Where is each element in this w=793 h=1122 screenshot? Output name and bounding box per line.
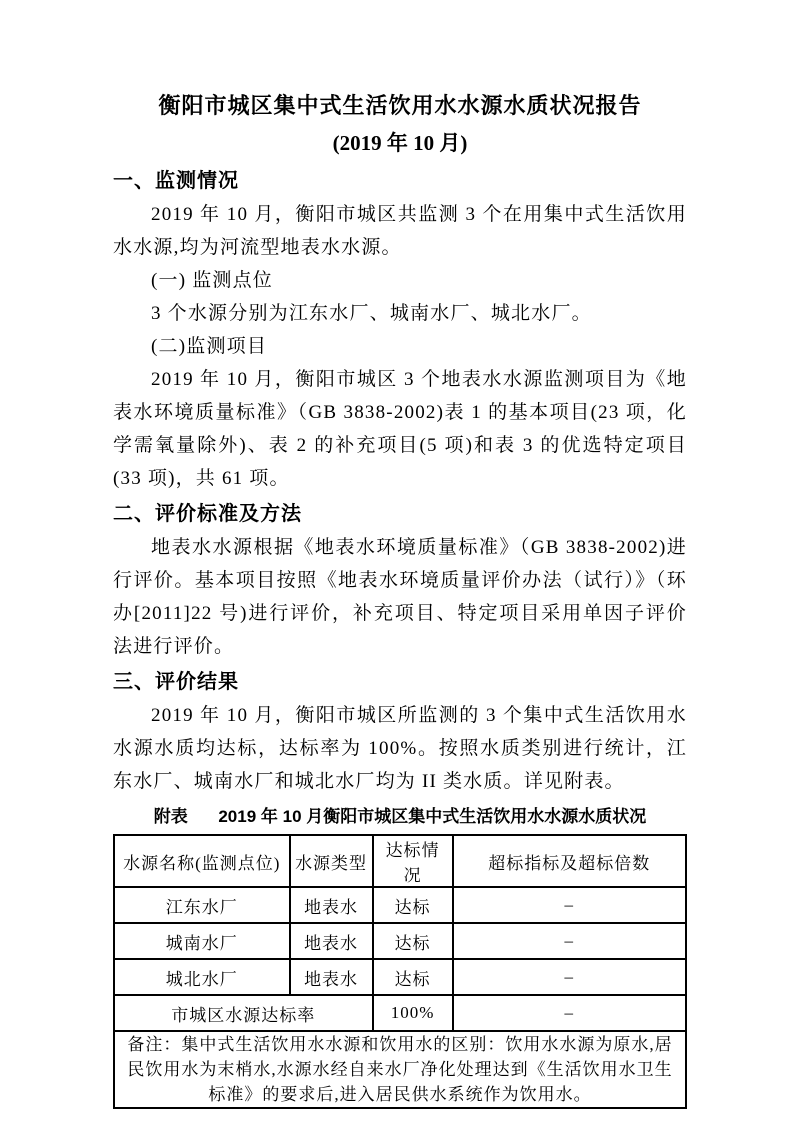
cell-compliance: 达标 bbox=[373, 959, 453, 995]
header-compliance: 达标情况 bbox=[373, 835, 453, 887]
paragraph: 2019 年 10 月，衡阳市城区共监测 3 个在用集中式生活饮用水水源,均为河流型地表水水源。 bbox=[113, 204, 687, 258]
summary-exceedance: – bbox=[453, 995, 686, 1031]
paragraph: 3 个水源分别为江东水厂、城南水厂、城北水厂。 bbox=[151, 303, 592, 324]
page-subtitle: (2019 年 10 月) bbox=[332, 131, 468, 155]
header-source-type: 水源类型 bbox=[290, 835, 373, 887]
cell-source-type: 地表水 bbox=[290, 887, 373, 923]
cell-source-type: 地表水 bbox=[290, 959, 373, 995]
paragraph: 地表水水源根据《地表水环境质量标准》（GB 3838-2002)进行评价。基本项目按照《地表水环境质量评价办法（试行）》（环办[2011]22 号)进行评价，补充项目、特定项目采用单因子评价法进行评价。 bbox=[113, 537, 687, 657]
section-heading-monitoring: 一、监测情况 bbox=[113, 170, 239, 192]
paragraph: 2019 年 10 月，衡阳市城区所监测的 3 个集中式生活饮用水水源水质均达标，达标率为 100%。按照水质类别进行统计，江东水厂、城南水厂和城北水厂均为 II 类水质。详见附表。 bbox=[113, 705, 687, 792]
table-caption-text: 2019 年 10 月衡阳市城区集中式生活饮用水水源水质状况 bbox=[218, 807, 647, 826]
cell-source-type: 地表水 bbox=[290, 923, 373, 959]
table-summary-row bbox=[114, 995, 686, 1031]
table-note: 备注：集中式生活饮用水水源和饮用水的区别：饮用水水源为原水,居民饮用水为末梢水,水源水经自来水厂净化处理达到《生活饮用水卫生标准》的要求后,进入居民供水系统作为饮用水。 bbox=[114, 1031, 686, 1108]
header-exceedance: 超标指标及超标倍数 bbox=[453, 835, 686, 887]
summary-label: 市城区水源达标率 bbox=[114, 995, 373, 1031]
paragraph: 2019 年 10 月，衡阳市城区 3 个地表水水源监测项目为《地表水环境质量标准》（GB 3838-2002)表 1 的基本项目(23 项，化学需氧量除外)、表 2 的补充项目(5 项)和表 3 的优选特定项目(33 项)，共 61 项。 bbox=[113, 369, 687, 489]
subsection-heading-monitoring-items: (二)监测项目 bbox=[151, 336, 268, 357]
cell-source-name: 城北水厂 bbox=[114, 959, 290, 995]
table-note-row bbox=[114, 1031, 686, 1108]
cell-exceedance: – bbox=[453, 923, 686, 959]
table-row bbox=[114, 923, 686, 959]
table-header-row bbox=[114, 835, 686, 887]
subsection-heading-monitoring-points: (一) 监测点位 bbox=[151, 270, 274, 291]
table-row bbox=[114, 959, 686, 995]
header-source-name: 水源名称(监测点位) bbox=[114, 835, 290, 887]
table-row bbox=[114, 887, 686, 923]
cell-source-name: 城南水厂 bbox=[114, 923, 290, 959]
cell-source-name: 江东水厂 bbox=[114, 887, 290, 923]
water-quality-table bbox=[113, 834, 687, 1109]
cell-compliance: 达标 bbox=[373, 887, 453, 923]
table-caption bbox=[113, 804, 687, 830]
section-heading-evaluation-results: 三、评价结果 bbox=[113, 671, 239, 693]
section-heading-evaluation-standards: 二、评价标准及方法 bbox=[113, 503, 302, 525]
cell-exceedance: – bbox=[453, 959, 686, 995]
cell-exceedance: – bbox=[453, 887, 686, 923]
cell-compliance: 达标 bbox=[373, 923, 453, 959]
summary-compliance-rate: 100% bbox=[373, 995, 453, 1031]
table-caption-label: 附表 bbox=[153, 807, 188, 826]
page-title: 衡阳市城区集中式生活饮用水水源水质状况报告 bbox=[158, 93, 642, 118]
